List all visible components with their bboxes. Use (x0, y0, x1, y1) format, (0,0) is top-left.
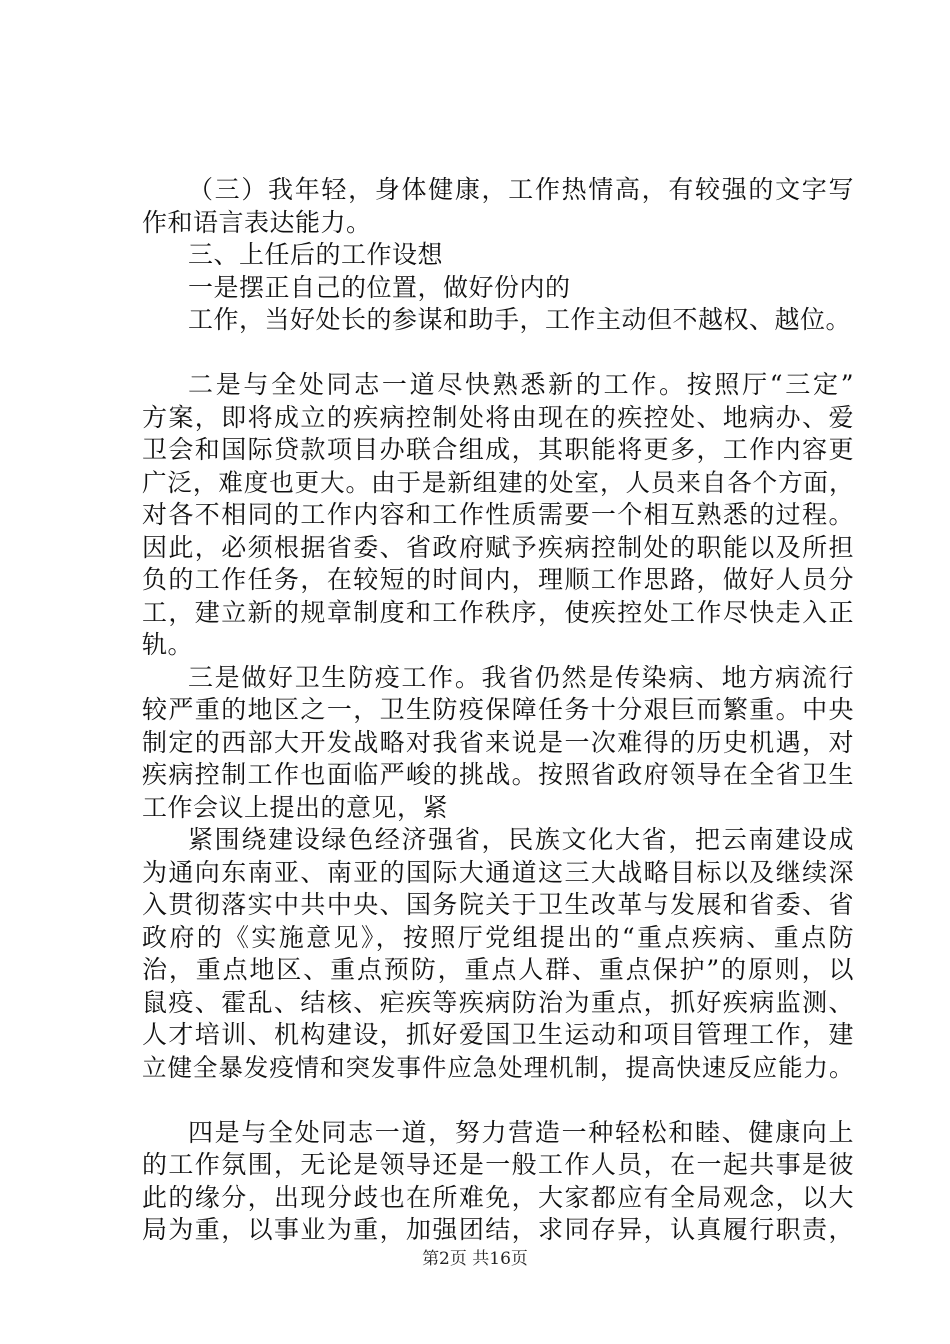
text-line: 卫会和国际贷款项目办联合组成，其职能将更多，工作内容更 (142, 435, 854, 464)
text-line: 轨。 (142, 630, 194, 659)
text-line: 二是与全处同志一道尽快熟悉新的工作。按照厅“三定” (188, 370, 854, 399)
section-heading: 三、上任后的工作设想 (188, 240, 444, 269)
text-line: 局为重，以事业为重，加强团结，求同存异，认真履行职责， (142, 1215, 854, 1244)
text-line: 制定的西部大开发战略对我省来说是一次难得的历史机遇，对 (142, 727, 854, 757)
text-line: 人才培训、机构建设，抓好爱国卫生运动和项目管理工作，建 (142, 1020, 854, 1049)
page-number-footer: 第2页 共16页 (422, 1249, 528, 1269)
text-line: 此的缘分，出现分歧也在所难免，大家都应有全局观念，以大 (142, 1182, 854, 1212)
text-line: 工作会议上提出的意见，紧 (142, 792, 449, 822)
text-line: 负的工作任务，在较短的时间内，理顺工作思路，做好人员分 (142, 565, 854, 594)
text-line: 广泛，难度也更大。由于是新组建的处室，人员来自各个方面， (142, 467, 854, 497)
paragraph-gap (142, 337, 854, 370)
text-line: 一是摆正自己的位置，做好份内的 (188, 272, 571, 302)
text-line: 作和语言表达能力。 (142, 207, 372, 237)
text-line: 疾病控制工作也面临严峻的挑战。按照省政府领导在全省卫生 (142, 760, 854, 789)
text-line: 为通向东南亚、南亚的国际大通道这三大战略目标以及继续深 (142, 857, 854, 887)
text-line: 政府的《实施意见》，按照厅党组提出的“重点疾病、重点防 (142, 922, 854, 952)
text-line: 较严重的地区之一，卫生防疫保障任务十分艰巨而繁重。中央 (142, 695, 854, 724)
text-line: 的工作氛围，无论是领导还是一般工作人员，在一起共事是彼 (142, 1150, 854, 1179)
text-line: 鼠疫、霍乱、结核、疟疾等疾病防治为重点，抓好疾病监测、 (142, 987, 854, 1017)
text-line: 对各不相同的工作内容和工作性质需要一个相互熟悉的过程。 (142, 500, 854, 529)
text-line: （三）我年轻，身体健康，工作热情高，有较强的文字写 (188, 175, 854, 204)
text-line: 工，建立新的规章制度和工作秩序，使疾控处工作尽快走入正 (142, 597, 854, 627)
text-line: 治，重点地区、重点预防，重点人群、重点保护”的原则，以 (142, 955, 854, 984)
text-line: 立健全暴发疫情和突发事件应急处理机制，提高快速反应能力。 (142, 1052, 854, 1082)
text-line: 四是与全处同志一道，努力营造一种轻松和睦、健康向上 (188, 1117, 854, 1147)
text-line: 入贯彻落实中共中央、国务院关于卫生改革与发展和省委、省 (142, 890, 854, 919)
paragraph-gap (142, 1084, 854, 1117)
text-line: 紧围绕建设绿色经济强省，民族文化大省，把云南建设成 (188, 825, 854, 854)
text-line: 工作，当好处长的参谋和助手，工作主动但不越权、越位。 (188, 305, 852, 334)
document-body (142, 174, 854, 1247)
text-line: 因此，必须根据省委、省政府赋予疾病控制处的职能以及所担 (142, 532, 854, 562)
text-line: 方案，即将成立的疾病控制处将由现在的疾控处、地病办、爱 (142, 402, 854, 432)
text-line: 三是做好卫生防疫工作。我省仍然是传染病、地方病流行 (188, 662, 854, 692)
